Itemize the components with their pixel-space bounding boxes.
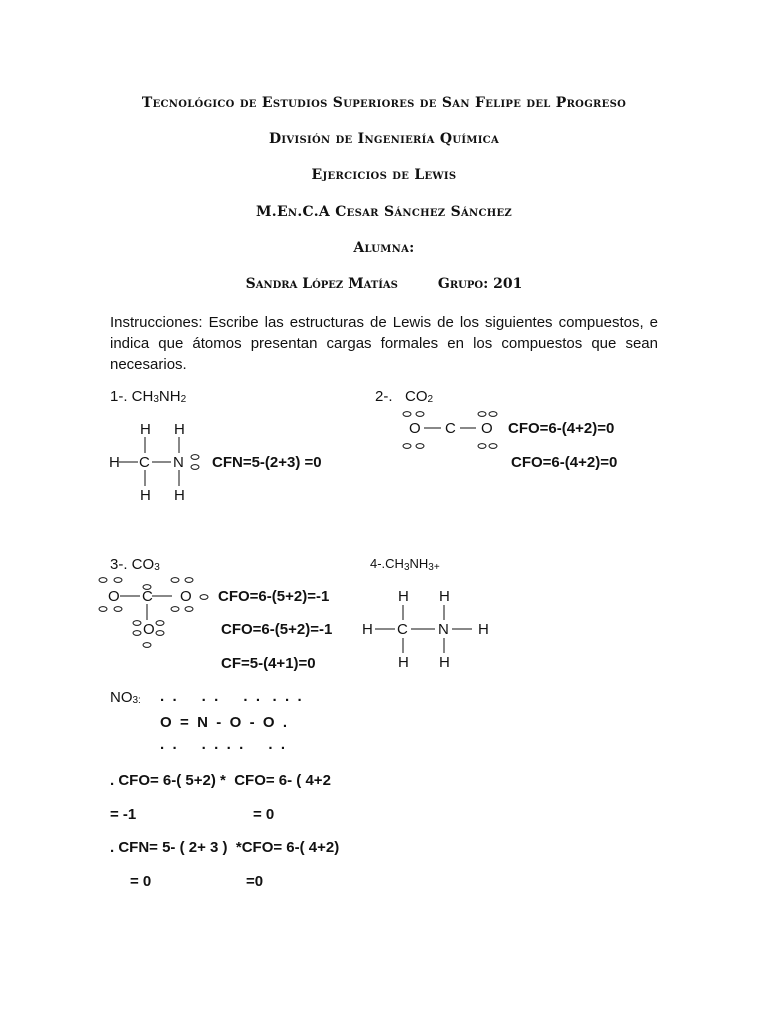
ex1-h-top-left: H [140,421,151,438]
ex4-h-left: H [362,621,373,638]
student-label: Alumna: [353,240,415,256]
no3-dots-top: . . . . . . . . . [160,688,302,705]
instructions-paragraph: Instrucciones: Escribe las estructuras de Lewis de los siguientes compuestos, e indica que átomos presentan cargas formales en los compuestos que sean necesarios. [110,314,658,373]
ex3-oxygen-right: O [180,588,192,605]
ex1-h-bottom-left: H [140,487,151,504]
subject-title: Ejercicios de Lewis [311,167,457,183]
ex4-h-top-left: H [398,588,409,605]
ex2-carbon: C [445,420,456,437]
ex1-formal-charge: CFN=5-(2+3) =0 [212,454,322,471]
calc-line-4a: = 0 [130,873,152,890]
group-label: Grupo: 201 [437,276,523,292]
ex1-h-bottom-right: H [174,487,185,504]
ex4-carbon: C [397,621,408,638]
no3-dots-bottom: . . . . . . . . [160,736,286,753]
ex4-h-right: H [478,621,489,638]
exercise-4-label: $4-.CH_3NH_{3+}$ [370,556,440,573]
ex1-nitrogen: N [173,454,184,471]
ex2-oxygen-left: O [409,420,421,437]
no3-structure: O = N - O - O . [160,714,288,731]
exercise-3-label: 3-. $CO_3$ [110,556,160,573]
calc-line-1: . CFO= 6-( 5+2) * CFO= 6- ( 4+2 [110,772,331,789]
calc-line-3: . CFN= 5- ( 2+ 3 ) *CFO= 6-( 4+2) [110,839,340,856]
ex1-h-left: H [109,454,120,471]
calc-line-2a: = -1 [110,806,137,823]
ex3-formal-charge-2: CFO=6-(5+2)=-1 [221,621,333,638]
ex1-h-top-right: H [174,421,185,438]
ex3-carbon: C [142,588,153,605]
calc-line-4b: =0 [246,873,264,890]
ex4-h-top-right: H [439,588,450,605]
ex4-h-bottom-right: H [439,654,450,671]
ex3-oxygen-bottom: O [143,621,155,638]
ex3-formal-charge-1: CFO=6-(5+2)=-1 [218,588,330,605]
division-title: División de Ingeniería Química [268,131,500,147]
ex4-nitrogen: N [438,621,449,638]
exercise-1-label: 1-. $CH_3NH_2$ [110,388,187,405]
ex4-h-bottom-left: H [398,654,409,671]
no3-label: $NO_{3:}$ [110,689,141,706]
student-name: Sandra López Matías [245,276,398,292]
teacher-name: M.En.C.A Cesar Sánchez Sánchez [255,204,513,220]
ex3-formal-charge-3: CF=5-(4+1)=0 [221,655,316,672]
exercise-2-label: 2-. $CO_2$ [375,388,434,405]
ex2-formal-charge-2: CFO=6-(4+2)=0 [511,454,618,471]
calc-line-2b: = 0 [253,806,275,823]
ex2-oxygen-right: O [481,420,493,437]
institution-title: Tecnológico de Estudios Superiores de San Felipe del Progreso [141,95,627,111]
ex2-formal-charge-1: CFO=6-(4+2)=0 [508,420,615,437]
ex1-carbon: C [139,454,150,471]
ex3-oxygen-left: O [108,588,120,605]
